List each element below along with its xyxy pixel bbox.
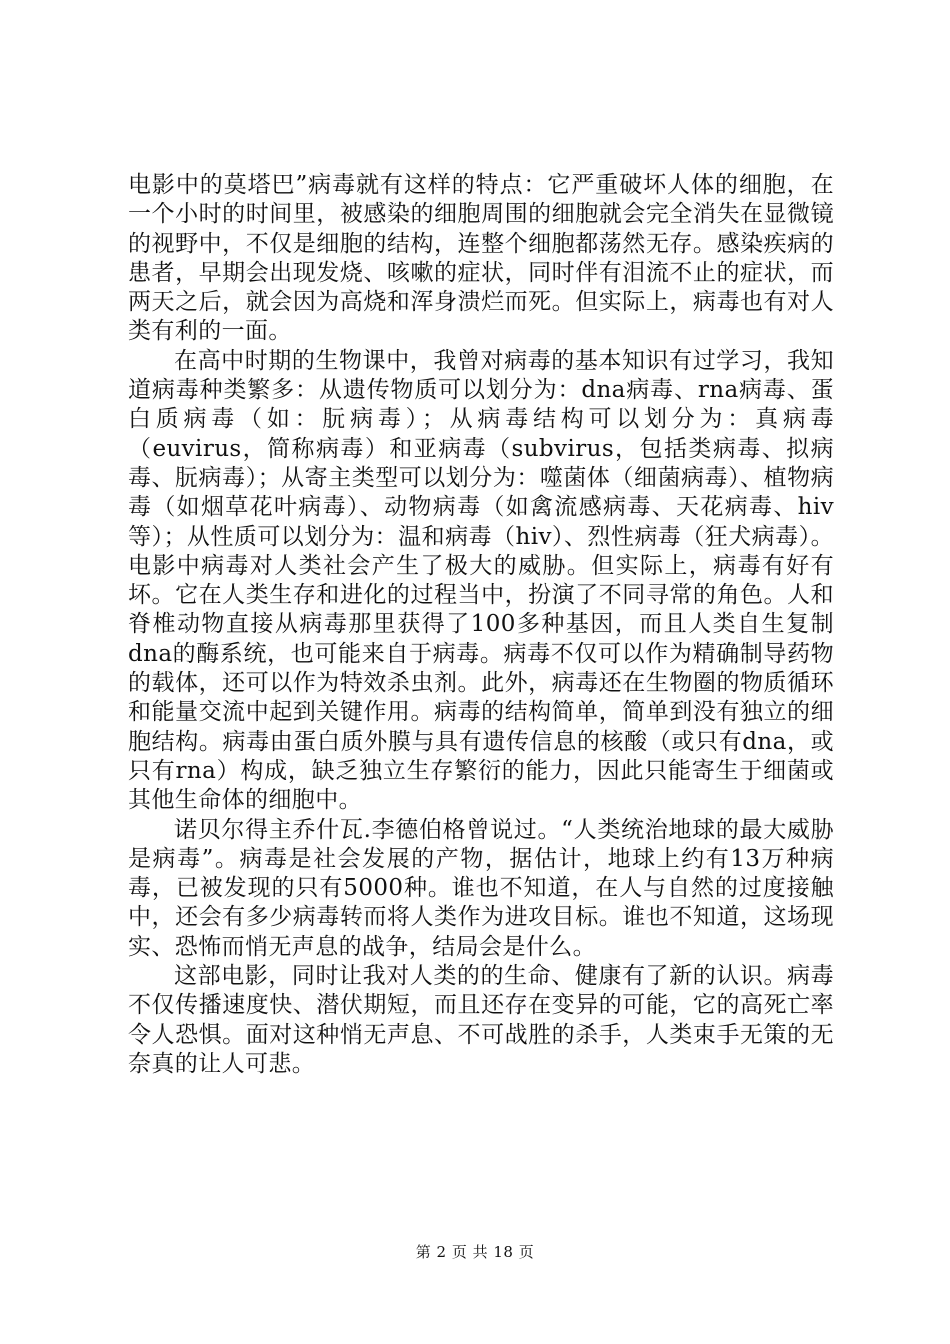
document-body [128, 171, 834, 1079]
paragraph-nobel-quote: 诺贝尔得主乔什瓦.李德伯格曾说过。“人类统治地球的最大威胁是病毒”。病毒是社会发展的产物，据估计，地球上约有13万种病毒，已被发现的只有5000种。谁也不知道，在人与自然的过度接触中，还会有多少病毒转而将人类作为进攻目标。谁也不知道，这场现实、恐怖而悄无声息的战争，结局会是什么。 [128, 816, 834, 960]
paragraph-continuation: 电影中的莫塔巴”病毒就有这样的特点：它严重破坏人体的细胞，在一个小时的时间里，被感染的细胞周围的细胞就会完全消失在显微镜的视野中，不仅是细胞的结构，连整个细胞都荡然无存。感染疾病的患者，早期会出现发烧、咳嗽的症状，同时伴有泪流不止的症状，而两天之后，就会因为高烧和浑身溃烂而死。但实际上，病毒也有对人类有利的一面。 [128, 172, 834, 345]
page-number-footer: 第 2 页 共 18 页 [415, 1243, 535, 1261]
paragraph-conclusion: 这部电影，同时让我对人类的的生命、健康有了新的认识。病毒不仅传播速度快、潜伏期短，而且还存在变异的可能，它的高死亡率令人恐惧。面对这种悄无声息、不可战胜的杀手，人类束手无策的无奈真的让人可悲。 [128, 963, 834, 1077]
paragraph-virus-classification: 在高中时期的生物课中，我曾对病毒的基本知识有过学习，我知道病毒种类繁多：从遗传物质可以划分为：dna病毒、rna病毒、蛋白质病毒（如：朊病毒）；从病毒结构可以划分为：真病毒（euvirus，简称病毒）和亚病毒（subvirus，包括类病毒、拟病毒、朊病毒）；从寄主类型可以划分为：噬菌体（细菌病毒）、植物病毒（如烟草花叶病毒）、动物病毒（如禽流感病毒、天花病毒、hiv等）；从性质可以划分为：温和病毒（hiv）、烈性病毒（狂犬病毒）。电影中病毒对人类社会产生了极大的威胁。但实际上，病毒有好有坏。它在人类生存和进化的过程当中，扮演了不同寻常的角色。人和脊椎动物直接从病毒那里获得了100多种基因，而且人类自生复制dna的酶系统，也可能来自于病毒。病毒不仅可以作为精确制导药物的载体，还可以作为特效杀虫剂。此外，病毒还在生物圈的物质循环和能量交流中起到关键作用。病毒的结构简单，简单到没有独立的细胞结构。病毒由蛋白质外膜与具有遗传信息的核酸（或只有dna，或只有rna）构成，缺乏独立生存繁衍的能力，因此只能寄生于细菌或其他生命体的细胞中。 [128, 347, 834, 814]
